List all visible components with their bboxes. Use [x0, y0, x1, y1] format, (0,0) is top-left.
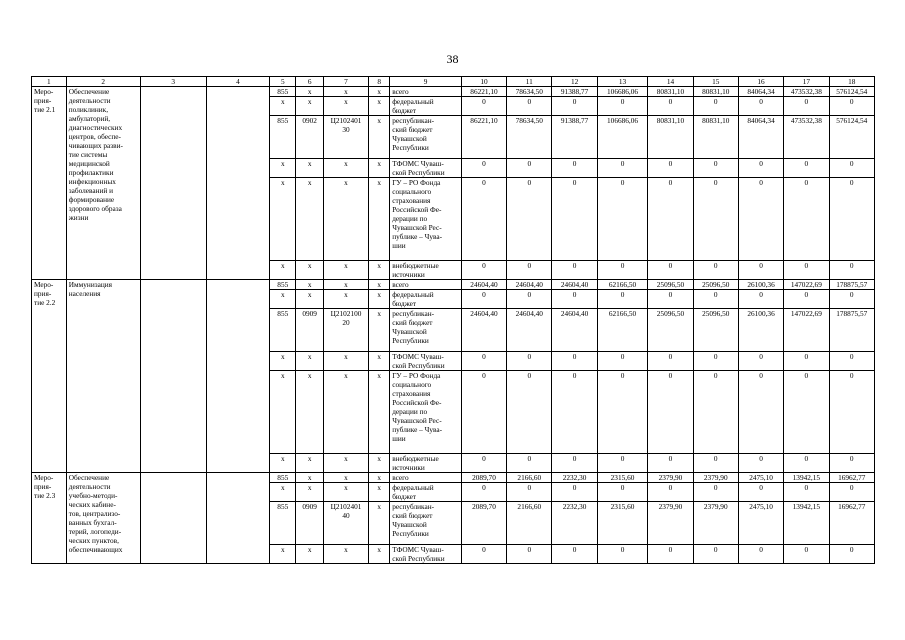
section-code-cell: x [296, 178, 323, 261]
amount-cell: 0 [597, 371, 648, 454]
amount-cell: 0 [648, 371, 693, 454]
amount-cell: 0 [507, 178, 552, 261]
expense-group-cell: x [369, 371, 390, 454]
amount-cell: 0 [461, 159, 506, 178]
amount-cell: 473532,38 [784, 116, 829, 159]
expense-group-cell: x [369, 545, 390, 564]
funding-source-cell: ГУ – РО Фонда социального страхования Российской Фе- дерации по Чувашской Рес- публике – Чува- шии [390, 178, 462, 261]
column-number-cell: 11 [507, 77, 552, 87]
grbs-code-cell: x [270, 371, 296, 454]
amount-cell: 0 [552, 97, 597, 116]
amount-cell: 2315,60 [597, 502, 648, 545]
section-code-cell: x [296, 352, 323, 371]
amount-cell: 0 [738, 545, 783, 564]
amount-cell: 106686,06 [597, 116, 648, 159]
budget-table [31, 76, 875, 564]
section-code-cell: x [296, 473, 323, 483]
column-number-cell: 7 [323, 77, 368, 87]
amount-cell: 86221,10 [461, 116, 506, 159]
amount-cell: 0 [738, 290, 783, 309]
section-code-cell: 0909 [296, 502, 323, 545]
amount-cell: 576124,54 [829, 87, 875, 97]
expense-group-cell: x [369, 502, 390, 545]
amount-cell: 0 [507, 483, 552, 502]
target-article-cell: Ц2102100 20 [323, 309, 368, 352]
amount-cell: 2315,60 [597, 473, 648, 483]
column-number-cell: 15 [693, 77, 738, 87]
amount-cell: 0 [597, 159, 648, 178]
section-code-cell: 0902 [296, 116, 323, 159]
amount-cell: 0 [738, 483, 783, 502]
grbs-code-cell: x [270, 483, 296, 502]
amount-cell: 0 [784, 352, 829, 371]
amount-cell: 0 [507, 290, 552, 309]
amount-cell: 0 [693, 178, 738, 261]
amount-cell: 26100,36 [738, 309, 783, 352]
funding-source-cell: республикан- ский бюджет Чувашской Республики [390, 116, 462, 159]
event-name-cell: Иммунизация населения [66, 280, 140, 473]
amount-cell: 0 [829, 454, 875, 473]
column-number-cell: 4 [206, 77, 269, 87]
amount-cell: 0 [648, 483, 693, 502]
amount-cell: 80831,10 [648, 116, 693, 159]
amount-cell: 0 [829, 352, 875, 371]
amount-cell: 0 [784, 545, 829, 564]
expense-group-cell: x [369, 352, 390, 371]
amount-cell: 147022,69 [784, 280, 829, 290]
amount-cell: 24604,40 [507, 309, 552, 352]
amount-cell: 2475,10 [738, 473, 783, 483]
target-article-cell: x [323, 280, 368, 290]
amount-cell: 0 [552, 483, 597, 502]
section-code-cell: x [296, 97, 323, 116]
amount-cell: 0 [507, 545, 552, 564]
amount-cell: 0 [461, 261, 506, 280]
expense-group-cell: x [369, 309, 390, 352]
amount-cell: 25096,50 [693, 280, 738, 290]
target-article-cell: x [323, 87, 368, 97]
funding-source-cell: внебюджетные источники [390, 261, 462, 280]
amount-cell: 0 [552, 159, 597, 178]
amount-cell: 80831,10 [648, 87, 693, 97]
amount-cell: 0 [648, 159, 693, 178]
amount-cell: 0 [552, 371, 597, 454]
grbs-code-cell: x [270, 159, 296, 178]
amount-cell: 0 [738, 97, 783, 116]
amount-cell: 0 [693, 352, 738, 371]
amount-cell: 0 [552, 545, 597, 564]
column-number-cell: 10 [461, 77, 506, 87]
amount-cell: 0 [829, 159, 875, 178]
funding-source-cell: ТФОМС Чуваш- ской Республики [390, 545, 462, 564]
event-label-cell: Меро- прия- тие 2.2 [32, 280, 67, 473]
empty-cell-col4 [206, 473, 269, 564]
target-article-cell: Ц2102401 40 [323, 502, 368, 545]
amount-cell: 0 [507, 261, 552, 280]
grbs-code-cell: 855 [270, 280, 296, 290]
amount-cell: 178875,57 [829, 280, 875, 290]
column-number-cell: 12 [552, 77, 597, 87]
expense-group-cell: x [369, 116, 390, 159]
section-code-cell: x [296, 87, 323, 97]
amount-cell: 0 [507, 159, 552, 178]
target-article-cell: x [323, 290, 368, 309]
expense-group-cell: x [369, 261, 390, 280]
event-name-cell: Обеспечение деятельности поликлиник, амбулаторий, диагностических центров, обеспе- чивающих разви- тие системы медицинской профилактики инфекционных заболеваний и формирование здорового образа жизни [66, 87, 140, 280]
section-code-cell: x [296, 545, 323, 564]
amount-cell: 0 [507, 352, 552, 371]
amount-cell: 78634,50 [507, 87, 552, 97]
expense-group-cell: x [369, 87, 390, 97]
section-code-cell: x [296, 454, 323, 473]
amount-cell: 576124,54 [829, 116, 875, 159]
funding-source-cell: внебюджетные источники [390, 454, 462, 473]
amount-cell: 0 [829, 97, 875, 116]
funding-source-cell: всего [390, 87, 462, 97]
amount-cell: 178875,57 [829, 309, 875, 352]
amount-cell: 473532,38 [784, 87, 829, 97]
amount-cell: 0 [693, 290, 738, 309]
amount-cell: 0 [507, 454, 552, 473]
column-number-cell: 1 [32, 77, 67, 87]
target-article-cell: x [323, 97, 368, 116]
funding-source-cell: федеральный бюджет [390, 290, 462, 309]
target-article-cell: x [323, 159, 368, 178]
column-number-cell: 17 [784, 77, 829, 87]
empty-cell-col4 [206, 280, 269, 473]
empty-cell-col3 [140, 280, 206, 473]
section-code-cell: x [296, 261, 323, 280]
target-article-cell: x [323, 545, 368, 564]
amount-cell: 0 [829, 178, 875, 261]
column-number-cell: 5 [270, 77, 296, 87]
amount-cell: 0 [829, 290, 875, 309]
grbs-code-cell: 855 [270, 309, 296, 352]
amount-cell: 0 [648, 290, 693, 309]
event-label-cell: Меро- прия- тие 2.3 [32, 473, 67, 564]
funding-source-cell: ГУ – РО Фонда социального страхования Российской Фе- дерации по Чувашской Рес- публике – Чува- шии [390, 371, 462, 454]
grbs-code-cell: 855 [270, 502, 296, 545]
amount-cell: 0 [552, 290, 597, 309]
page-number: 38 [446, 52, 459, 66]
grbs-code-cell: x [270, 454, 296, 473]
column-number-cell: 8 [369, 77, 390, 87]
section-code-cell: x [296, 371, 323, 454]
empty-cell-col4 [206, 87, 269, 280]
amount-cell: 13942,15 [784, 473, 829, 483]
target-article-cell: x [323, 473, 368, 483]
funding-source-cell: федеральный бюджет [390, 483, 462, 502]
amount-cell: 0 [648, 261, 693, 280]
amount-cell: 0 [738, 454, 783, 473]
section-code-cell: 0909 [296, 309, 323, 352]
empty-cell-col3 [140, 473, 206, 564]
funding-source-cell: федеральный бюджет [390, 97, 462, 116]
expense-group-cell: x [369, 290, 390, 309]
amount-cell: 0 [693, 545, 738, 564]
amount-cell: 2232,30 [552, 473, 597, 483]
amount-cell: 0 [829, 261, 875, 280]
amount-cell: 0 [552, 352, 597, 371]
target-article-cell: x [323, 454, 368, 473]
column-number-cell: 14 [648, 77, 693, 87]
amount-cell: 0 [784, 97, 829, 116]
amount-cell: 0 [597, 483, 648, 502]
amount-cell: 25096,50 [648, 309, 693, 352]
column-number-cell: 6 [296, 77, 323, 87]
funding-source-cell: всего [390, 280, 462, 290]
amount-cell: 106686,06 [597, 87, 648, 97]
amount-cell: 24604,40 [461, 309, 506, 352]
grbs-code-cell: x [270, 545, 296, 564]
amount-cell: 0 [597, 454, 648, 473]
table-row [32, 87, 875, 97]
amount-cell: 0 [829, 371, 875, 454]
header-row [32, 77, 875, 87]
amount-cell: 24604,40 [552, 280, 597, 290]
amount-cell: 91388,77 [552, 87, 597, 97]
grbs-code-cell: 855 [270, 473, 296, 483]
amount-cell: 2379,90 [693, 502, 738, 545]
grbs-code-cell: x [270, 261, 296, 280]
amount-cell: 0 [648, 352, 693, 371]
amount-cell: 147022,69 [784, 309, 829, 352]
amount-cell: 0 [597, 178, 648, 261]
amount-cell: 0 [597, 545, 648, 564]
amount-cell: 0 [738, 352, 783, 371]
column-number-cell: 3 [140, 77, 206, 87]
amount-cell: 0 [784, 454, 829, 473]
amount-cell: 0 [461, 97, 506, 116]
event-name-cell: Обеспечение деятельности учебно-методи- ческих кабине- тов, централизо- ванных бухгал- терий, логопеди- ческих пунктов, обеспечивающих [66, 473, 140, 564]
expense-group-cell: x [369, 483, 390, 502]
funding-source-cell: республикан- ский бюджет Чувашской Республики [390, 309, 462, 352]
amount-cell: 0 [738, 371, 783, 454]
amount-cell: 0 [552, 178, 597, 261]
amount-cell: 0 [693, 159, 738, 178]
column-number-cell: 2 [66, 77, 140, 87]
amount-cell: 24604,40 [507, 280, 552, 290]
grbs-code-cell: x [270, 352, 296, 371]
amount-cell: 0 [552, 454, 597, 473]
amount-cell: 0 [597, 261, 648, 280]
section-code-cell: x [296, 290, 323, 309]
amount-cell: 0 [784, 159, 829, 178]
amount-cell: 0 [461, 178, 506, 261]
amount-cell: 78634,50 [507, 116, 552, 159]
amount-cell: 80831,10 [693, 116, 738, 159]
amount-cell: 0 [784, 371, 829, 454]
amount-cell: 0 [461, 483, 506, 502]
table-row [32, 473, 875, 483]
amount-cell: 2379,90 [693, 473, 738, 483]
amount-cell: 25096,50 [648, 280, 693, 290]
amount-cell: 0 [784, 178, 829, 261]
column-number-cell: 13 [597, 77, 648, 87]
amount-cell: 0 [648, 454, 693, 473]
expense-group-cell: x [369, 280, 390, 290]
amount-cell: 0 [597, 352, 648, 371]
amount-cell: 26100,36 [738, 280, 783, 290]
amount-cell: 16962,77 [829, 502, 875, 545]
amount-cell: 62166,50 [597, 280, 648, 290]
expense-group-cell: x [369, 473, 390, 483]
event-label-cell: Меро- прия- тие 2.1 [32, 87, 67, 280]
empty-cell-col3 [140, 87, 206, 280]
target-article-cell: x [323, 352, 368, 371]
amount-cell: 0 [461, 371, 506, 454]
expense-group-cell: x [369, 97, 390, 116]
amount-cell: 0 [461, 545, 506, 564]
amount-cell: 80831,10 [693, 87, 738, 97]
amount-cell: 2166,60 [507, 473, 552, 483]
amount-cell: 84064,34 [738, 116, 783, 159]
funding-source-cell: ТФОМС Чуваш- ской Республики [390, 352, 462, 371]
column-number-cell: 9 [390, 77, 462, 87]
amount-cell: 0 [693, 97, 738, 116]
amount-cell: 16962,77 [829, 473, 875, 483]
target-article-cell: x [323, 483, 368, 502]
amount-cell: 2475,10 [738, 502, 783, 545]
section-code-cell: x [296, 280, 323, 290]
amount-cell: 0 [829, 545, 875, 564]
amount-cell: 0 [507, 371, 552, 454]
amount-cell: 0 [738, 159, 783, 178]
amount-cell: 0 [784, 483, 829, 502]
amount-cell: 2379,90 [648, 473, 693, 483]
expense-group-cell: x [369, 178, 390, 261]
amount-cell: 84064,34 [738, 87, 783, 97]
grbs-code-cell: x [270, 290, 296, 309]
amount-cell: 0 [648, 545, 693, 564]
grbs-code-cell: 855 [270, 116, 296, 159]
amount-cell: 0 [784, 290, 829, 309]
funding-source-cell: ТФОМС Чуваш- ской Республики [390, 159, 462, 178]
amount-cell: 24604,40 [552, 309, 597, 352]
target-article-cell: x [323, 371, 368, 454]
section-code-cell: x [296, 483, 323, 502]
amount-cell: 0 [648, 97, 693, 116]
amount-cell: 0 [597, 290, 648, 309]
amount-cell: 0 [738, 261, 783, 280]
grbs-code-cell: x [270, 178, 296, 261]
amount-cell: 0 [738, 178, 783, 261]
amount-cell: 0 [829, 483, 875, 502]
amount-cell: 0 [461, 352, 506, 371]
amount-cell: 25096,50 [693, 309, 738, 352]
amount-cell: 2166,60 [507, 502, 552, 545]
target-article-cell: x [323, 178, 368, 261]
amount-cell: 62166,50 [597, 309, 648, 352]
column-number-cell: 16 [738, 77, 783, 87]
amount-cell: 2232,30 [552, 502, 597, 545]
amount-cell: 0 [461, 290, 506, 309]
section-code-cell: x [296, 159, 323, 178]
amount-cell: 91388,77 [552, 116, 597, 159]
amount-cell: 24604,40 [461, 280, 506, 290]
amount-cell: 2379,90 [648, 502, 693, 545]
amount-cell: 0 [507, 97, 552, 116]
table-row [32, 280, 875, 290]
grbs-code-cell: 855 [270, 87, 296, 97]
expense-group-cell: x [369, 159, 390, 178]
amount-cell: 0 [693, 454, 738, 473]
funding-source-cell: республикан- ский бюджет Чувашской Республики [390, 502, 462, 545]
column-number-cell: 18 [829, 77, 875, 87]
amount-cell: 13942,15 [784, 502, 829, 545]
expense-group-cell: x [369, 454, 390, 473]
amount-cell: 0 [693, 483, 738, 502]
funding-source-cell: всего [390, 473, 462, 483]
amount-cell: 0 [597, 97, 648, 116]
amount-cell: 0 [648, 178, 693, 261]
amount-cell: 86221,10 [461, 87, 506, 97]
target-article-cell: x [323, 261, 368, 280]
amount-cell: 0 [693, 371, 738, 454]
amount-cell: 0 [784, 261, 829, 280]
amount-cell: 0 [552, 261, 597, 280]
amount-cell: 2089,70 [461, 502, 506, 545]
amount-cell: 0 [461, 454, 506, 473]
target-article-cell: Ц2102401 30 [323, 116, 368, 159]
amount-cell: 0 [693, 261, 738, 280]
grbs-code-cell: x [270, 97, 296, 116]
amount-cell: 2089,70 [461, 473, 506, 483]
